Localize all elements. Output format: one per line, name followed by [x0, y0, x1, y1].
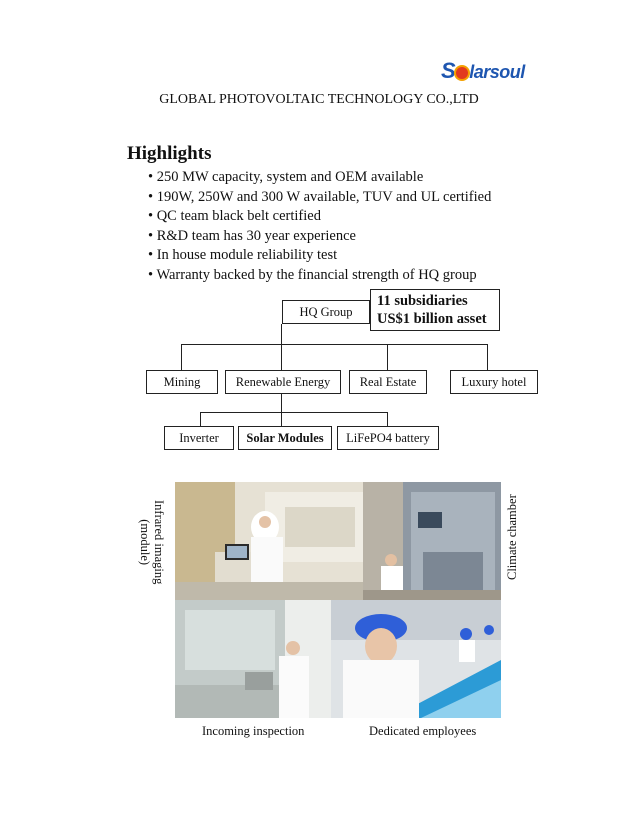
org-node-luxury-hotel: Luxury hotel [450, 370, 538, 394]
caption-line: (module) [138, 519, 152, 566]
caption-infrared-imaging [138, 500, 166, 584]
highlight-item: • R&D team has 30 year experience [148, 227, 491, 247]
connector-line [281, 344, 282, 370]
highlight-item: • 190W, 250W and 300 W available, TUV and UL certified [148, 188, 491, 208]
org-node-solar-modules: Solar Modules [238, 426, 332, 450]
company-logo [441, 58, 551, 88]
connector-line [281, 324, 282, 344]
org-node-real-estate: Real Estate [349, 370, 427, 394]
highlights-list [148, 168, 491, 285]
org-root-note [370, 289, 500, 331]
connector-line [387, 412, 388, 426]
caption-climate-chamber: Climate chamber [505, 494, 519, 580]
connector-line [281, 412, 282, 426]
highlight-item: • 250 MW capacity, system and OEM available [148, 168, 491, 188]
highlight-item: • QC team black belt certified [148, 207, 491, 227]
connector-line [281, 394, 282, 412]
logo-letter: S [441, 58, 456, 83]
org-node-lifepo4-battery: LiFePO4 battery [337, 426, 439, 450]
org-note-line: US$1 billion asset [377, 311, 487, 327]
company-name: GLOBAL PHOTOVOLTAIC TECHNOLOGY CO.,LTD [159, 92, 479, 107]
highlights-heading: Highlights [127, 143, 212, 164]
caption-incoming-inspection: Incoming inspection [202, 724, 305, 738]
photo-climate-chamber [363, 482, 501, 600]
org-node-renewable-energy: Renewable Energy [225, 370, 341, 394]
highlight-item: • Warranty backed by the financial strength of HQ group [148, 266, 491, 286]
org-note-line: 11 subsidiaries [377, 293, 468, 309]
org-node-inverter: Inverter [164, 426, 234, 450]
caption-dedicated-employees: Dedicated employees [369, 724, 477, 738]
connector-line [487, 344, 488, 370]
connector-line [181, 344, 488, 345]
caption-line: Infrared imaging [152, 500, 166, 585]
org-node-mining: Mining [146, 370, 218, 394]
connector-line [181, 344, 182, 370]
highlight-item: • In house module reliability test [148, 246, 491, 266]
sun-icon [456, 67, 468, 79]
connector-line [387, 344, 388, 370]
connector-line [200, 412, 387, 413]
photo-incoming-inspection [175, 600, 331, 718]
photo-dedicated-employees [331, 600, 501, 718]
org-root-hq-group: HQ Group [282, 300, 370, 324]
photo-infrared-imaging [175, 482, 363, 600]
logo-wordmark: larsoul [469, 62, 525, 82]
connector-line [200, 412, 201, 426]
